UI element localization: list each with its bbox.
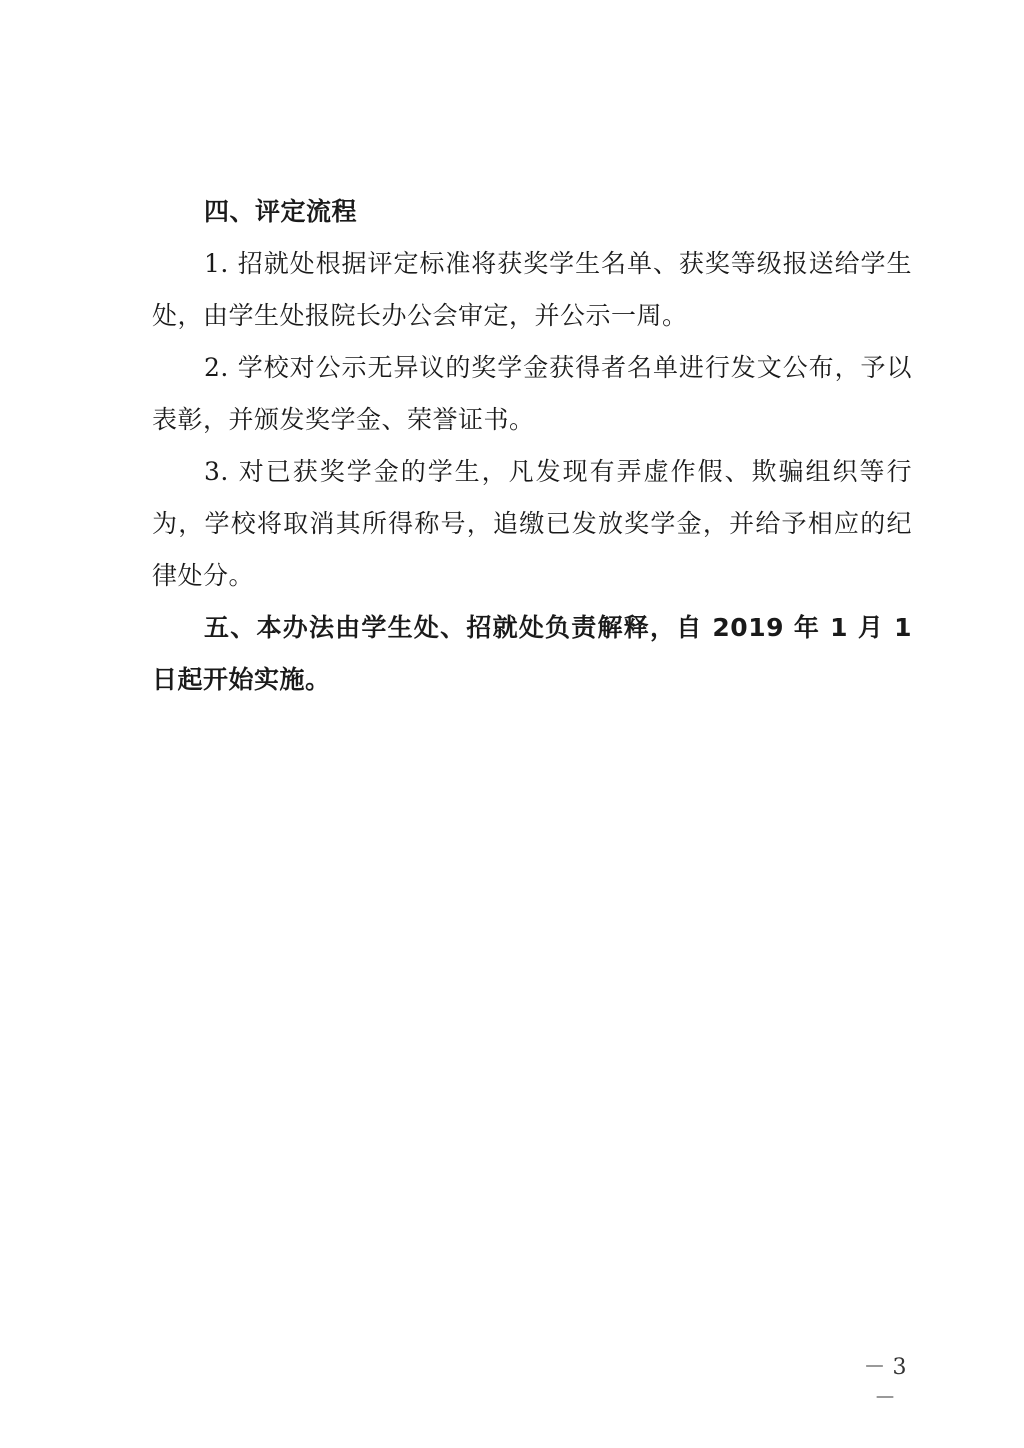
paragraph-item-1: 1. 招就处根据评定标准将获奖学生名单、获奖等级报送给学生处，由学生处报院长办公会审定，并公示一周。	[152, 249, 912, 330]
paragraph-item-3: 3. 对已获奖学金的学生，凡发现有弄虚作假、欺骗组织等行为，学校将取消其所得称号，追缴已发放奖学金，并给予相应的纪律处分。	[152, 457, 912, 590]
section-heading: 四、评定流程	[204, 197, 358, 226]
closing-clause: 五、本办法由学生处、招就处负责解释，自 2019 年 1 月 1 日起开始实施。	[152, 613, 912, 694]
page-number: － 3 －	[863, 1355, 907, 1411]
document-body	[152, 186, 912, 706]
paragraph-item-2: 2. 学校对公示无异议的奖学金获得者名单进行发文公布，予以表彰，并颁发奖学金、荣誉证书。	[152, 353, 912, 434]
